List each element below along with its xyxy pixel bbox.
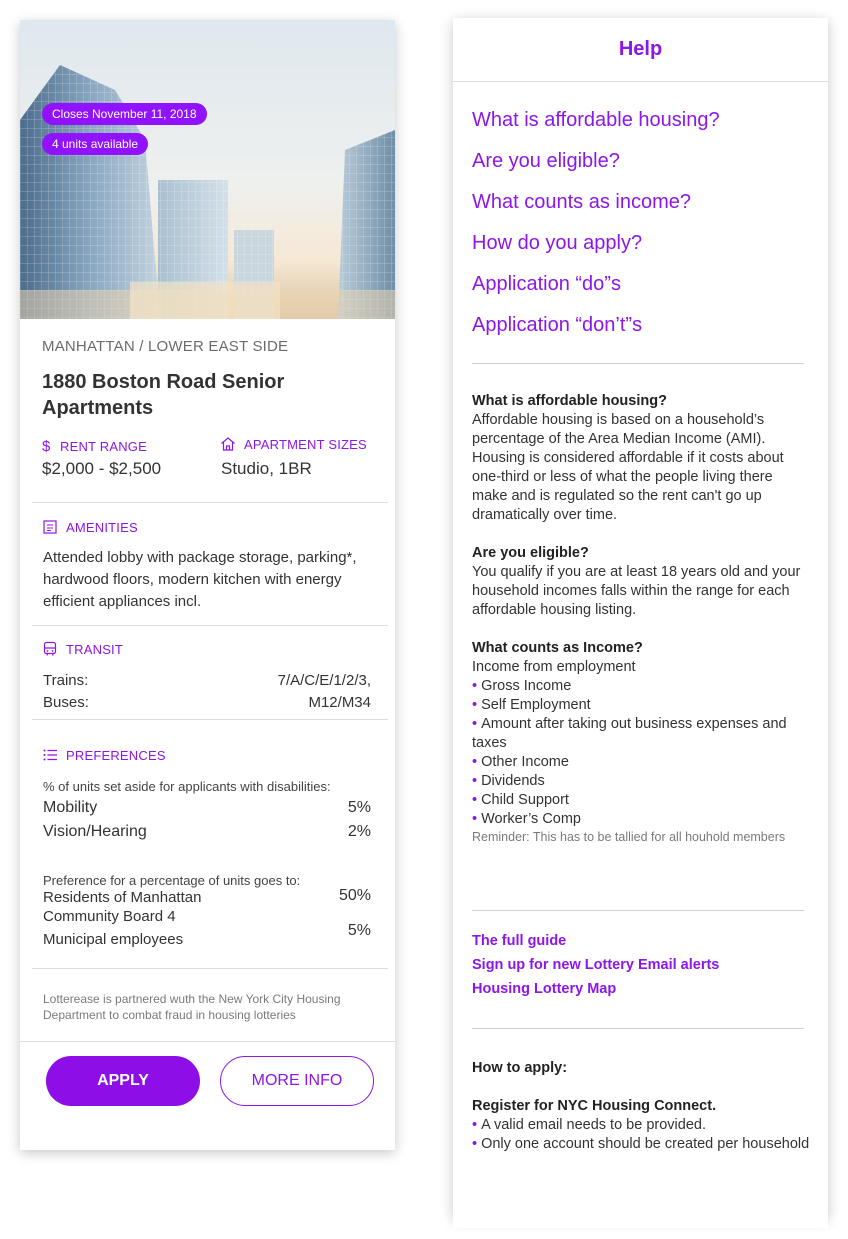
email-alerts-link[interactable]: Sign up for new Lottery Email alerts (472, 957, 720, 973)
building-illustration (20, 20, 395, 319)
eligible-heading: Are you eligible? (472, 545, 589, 561)
income-section (472, 639, 812, 846)
amenities-icon (42, 519, 58, 535)
listing-card (20, 20, 395, 1150)
apartment-sizes-value: Studio, 1BR (221, 459, 312, 478)
transit-row-buses: Buses: M12/M34 (43, 694, 371, 711)
toc-link-donts[interactable]: Application “don’t”s (472, 314, 643, 336)
divider (472, 1028, 804, 1029)
list-item: • A valid email needs to be provided. (472, 1117, 706, 1133)
list-icon (42, 747, 58, 763)
income-heading: What counts as Income? (472, 640, 643, 656)
amenities-text: Attended lobby with package storage, parking*, hardwood floors, modern kitchen with energy efficient appliances incl. (43, 549, 357, 610)
list-item: • Child Support (472, 792, 569, 808)
rent-range-value: $2,000 - $2,500 (42, 459, 162, 478)
eligible-text: You qualify if you are at least 18 years old and your household incomes falls within the range for each affordable housing listing. (472, 564, 801, 618)
affordable-heading: What is affordable housing? (472, 393, 667, 409)
how-to-apply-heading: How to apply: (472, 1060, 568, 1076)
how-to-apply-section (472, 1059, 812, 1154)
pref-row-municipal: Municipal employees 5% (43, 922, 371, 948)
pref-row-residents: Residents of Manhattan Community Board 4 50% (43, 887, 371, 925)
divider (32, 968, 388, 969)
closing-date-badge: Closes November 11, 2018 (42, 103, 207, 125)
toc-link-apply[interactable]: How do you apply? (472, 232, 643, 254)
list-item: • Worker’s Comp (472, 811, 581, 827)
apply-step: Register for NYC Housing Connect. (472, 1098, 717, 1114)
amenities-label: AMENITIES (42, 519, 138, 535)
help-panel (453, 18, 828, 1218)
partner-note: Lotterease is partnered wuth the New York City Housing Department to combat fraud in housing lotteries (43, 992, 341, 1022)
listing-photo (20, 20, 395, 319)
percentage-intro: Preference for a percentage of units goes to: (43, 873, 301, 888)
apartment-sizes-label: APARTMENT SIZES (220, 436, 367, 452)
list-item: • Dividends (472, 773, 545, 789)
disabilities-intro: % of units set aside for applicants with disabilities: (43, 779, 331, 794)
list-item: • Self Employment (472, 697, 591, 713)
divider (472, 910, 804, 911)
toc-link-dos[interactable]: Application “do”s (472, 273, 621, 295)
neighborhood-label: MANHATTAN / LOWER EAST SIDE (42, 338, 289, 355)
toc-link-income[interactable]: What counts as income? (472, 191, 691, 213)
list-item: • Amount after taking out business expenses and taxes (472, 716, 787, 751)
preferences-label: PREFERENCES (42, 747, 166, 763)
bus-icon (42, 641, 58, 657)
lottery-map-link[interactable]: Housing Lottery Map (472, 981, 617, 997)
full-guide-link[interactable]: The full guide (472, 933, 567, 949)
eligible-section (472, 544, 812, 620)
torn-edge (453, 1188, 828, 1228)
list-item: • Only one account should be created per household (472, 1136, 810, 1152)
transit-row-trains: Trains: 7/A/C/E/1/2/3, (43, 672, 371, 689)
affordable-text: Affordable housing is based on a household’s percentage of the Area Median Income (AMI). Housing is considered affordable if it costs about one-third or less of what the people living there make and is regulated so the rent can't go up dramatically over time. (472, 412, 784, 523)
list-item: • Gross Income (472, 678, 572, 694)
pref-row-mobility: Mobility 5% (43, 799, 371, 816)
income-intro: Income from employment (472, 659, 636, 675)
pref-row-vision: Vision/Hearing 2% (43, 823, 371, 840)
toc-link-eligible[interactable]: Are you eligible? (472, 150, 620, 172)
divider (32, 719, 388, 720)
more-info-button[interactable]: MORE INFO (220, 1056, 374, 1106)
divider (20, 1041, 395, 1042)
divider (32, 625, 388, 626)
affordable-section (472, 392, 812, 525)
income-reminder: Reminder: This has to be tallied for all houhold members (472, 830, 786, 844)
divider (32, 502, 388, 503)
list-item: • Other Income (472, 754, 569, 770)
toc-link-affordable[interactable]: What is affordable housing? (472, 109, 720, 131)
help-title: Help (453, 18, 828, 82)
apply-button[interactable]: APPLY (46, 1056, 200, 1106)
home-icon (220, 436, 236, 452)
units-available-badge: 4 units available (42, 133, 148, 155)
listing-title: 1880 Boston Road Senior Apartments (42, 371, 285, 419)
divider (472, 363, 804, 364)
transit-label: TRANSIT (42, 641, 123, 657)
dollar-icon: $ (42, 438, 51, 455)
rent-range-label: $ RENT RANGE (42, 438, 147, 455)
